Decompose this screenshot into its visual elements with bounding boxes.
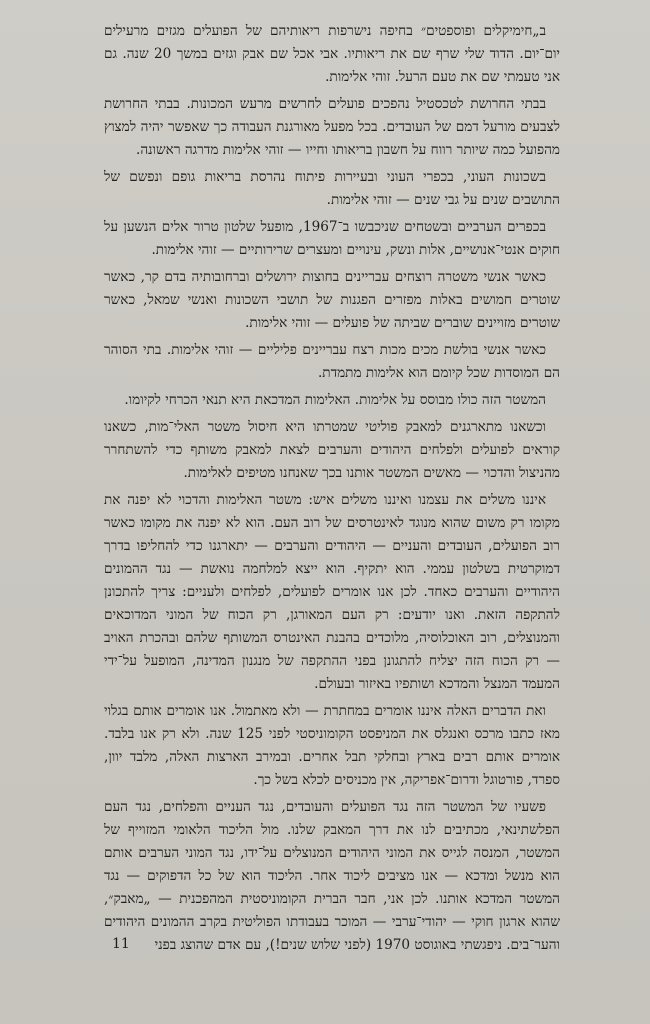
paragraph-8: וכשאנו מתארגנים למאבק פוליטי שמטרתו היא חיסול משטר האלי־מות, כשאנו קוראים לפועלים ולפלחים היהודים והערבים לצאת למאבק משותף כדי להשתחרר מהניצול והדכוי — מאשים המשטר אותנו בכך שאנחנו מטיפים לאלימות. bbox=[104, 419, 560, 481]
paragraph-9: איננו משלים את עצמנו ואיננו משלים איש: משטר האלימות והדכוי לא יפנה את מקומו רק משום שהוא מנוגד לאינטרסים של רוב העם. הוא לא יפנה את מקומו כאשר רוב הפועלים, העובדים והעניים — היהודים והערבים — יתארגנו כדי להחליפו בדרך דמוקרטית בשלטון עממי. הוא יתקיף. הוא ייצא למלחמה נואשת — נגד ההמונים היהודיים והערבים כאחד. לכן אנו אומרים לפועלים, לפלחים ולעניים: צריך להתכונן להתקפה הזאת. ואנו יודעים: רק העם המאורגן, רק הכוח של המוני המדוכאים והמנוצלים, רוב האוכלוסיה, מלוכדים בהבנת האינטרס המשותף שלהם ובהכרת האויב — רק הכוח הזה יצליח להתגונן בפני ההתקפה של מנגנון המדינה, המופעל על־ידי המעמד המנצל והמדכא ושותפיו באיזור ובעולם. bbox=[104, 492, 560, 692]
paragraph-2: בבתי החרושת לטכסטיל נהפכים פועלים לחרשים מרעש המכונות. בבתי החרושת לצבעים מורעל דמם של העובדים. בכל מפעל מאורגנת העבודה כך שאפשר יהיה למצוץ מהפועל כמה שיותר רווח על חשבון בריאותו וחייו — זוהי אלימות מדרגה ראשונה. bbox=[104, 96, 560, 158]
paragraph-11: פשעיו של המשטר הזה נגד הפועלים והעובדים, נגד העניים והפלחים, נגד העם הפלשתינאי, מכתיבים לנו את דרך המאבק שלנו. מול הליכוד הלאומי המזוייף של המשטר, המנסה לגייס את המוני היהודים המנוצלים על־ידו, נגד המוני הערבים אותם הוא מנשל ומדכא — אנו מציבים ליכוד אחר. הליכוד הוא של כל הדפוקים — נגד המשטר המדכא אותנו. לכן אני, חבר הברית הקומוניסטית המהפכנית — „מאבק״, שהוא ארגון חוקי — יהודי־ערבי — המוכר בעבודתו הפוליטית בקרב ההמונים היהודים והער־בים. ניפגשתי באוגוסט 1970 (לפני שלוש שנים!), עם אדם שהוצג בפני bbox=[104, 799, 560, 953]
paragraph-10: ואת הדברים האלה איננו אומרים במחתרת — ולא מאתמול. אנו אומרים אותם בגלוי מאז כתבו מרכס ואנגלס את המניפסט הקומוניסטי לפני 125 שנה. ולא רק אנו בלבד. אומרים אותם רבים בארץ ובחלקי תבל אחרים. ובמירב הארצות האלה, מלבד יוון, ספרד, פורטוגל ודרום־אפריקה, אין מכניסים לכלא בשל כך. bbox=[104, 703, 560, 788]
page-number: 11 bbox=[112, 936, 130, 952]
paragraph-4: בכפרים הערביים ובשטחים שניכבשו ב־1967, מופעל שלטון טרור אלים הנשען על חוקים אנטי־אנושיים, אלות ונשק, עינויים ומעצרים שרירותיים — זוהי אלימות. bbox=[104, 219, 560, 258]
paragraph-1: ב„חימיקלים ופוספטים״ בחיפה נישרפות ריאותיהם של הפועלים מגזים מרעילים יום־יום. הדוד שלי שרף שם את ריאותיו. אבי אכל שם אבק וגזים במשך 20 שנה. גם אני טעמתי שם את טעם הרעל. זוהי אלימות. bbox=[104, 23, 560, 85]
paragraph-3: בשכונות העוני, בכפרי העוני ובעיירות פיתוח נהרסת בריאות גופם ונפשם של התושבים שנים על גבי שנים — זוהי אלימות. bbox=[104, 169, 560, 208]
paragraph-7: המשטר הזה כולו מבוסס על אלימות. האלימות המדכאת היא תנאי הכרחי לקיומו. bbox=[124, 392, 546, 408]
paragraph-6: כאשר אנשי בולשת מכים מכות רצח עבריינים פליליים — זוהי אלימות. בתי הסוהר הם המוסדות שכל קיומם הוא אלימות מתמדת. bbox=[104, 342, 560, 381]
paragraph-5: כאשר אנשי משטרה רוצחים עבריינים בחוצות ירושלים וברחובותיה בדם קר, כאשר שוטרים חמושים באלות מפזרים הפגנות של תושבי השכונות ואנשי שמאל, כאשר שוטרים מזויינים שוברים שביתה של פועלים — זוהי אלימות. bbox=[104, 269, 560, 331]
body-text bbox=[104, 20, 560, 961]
